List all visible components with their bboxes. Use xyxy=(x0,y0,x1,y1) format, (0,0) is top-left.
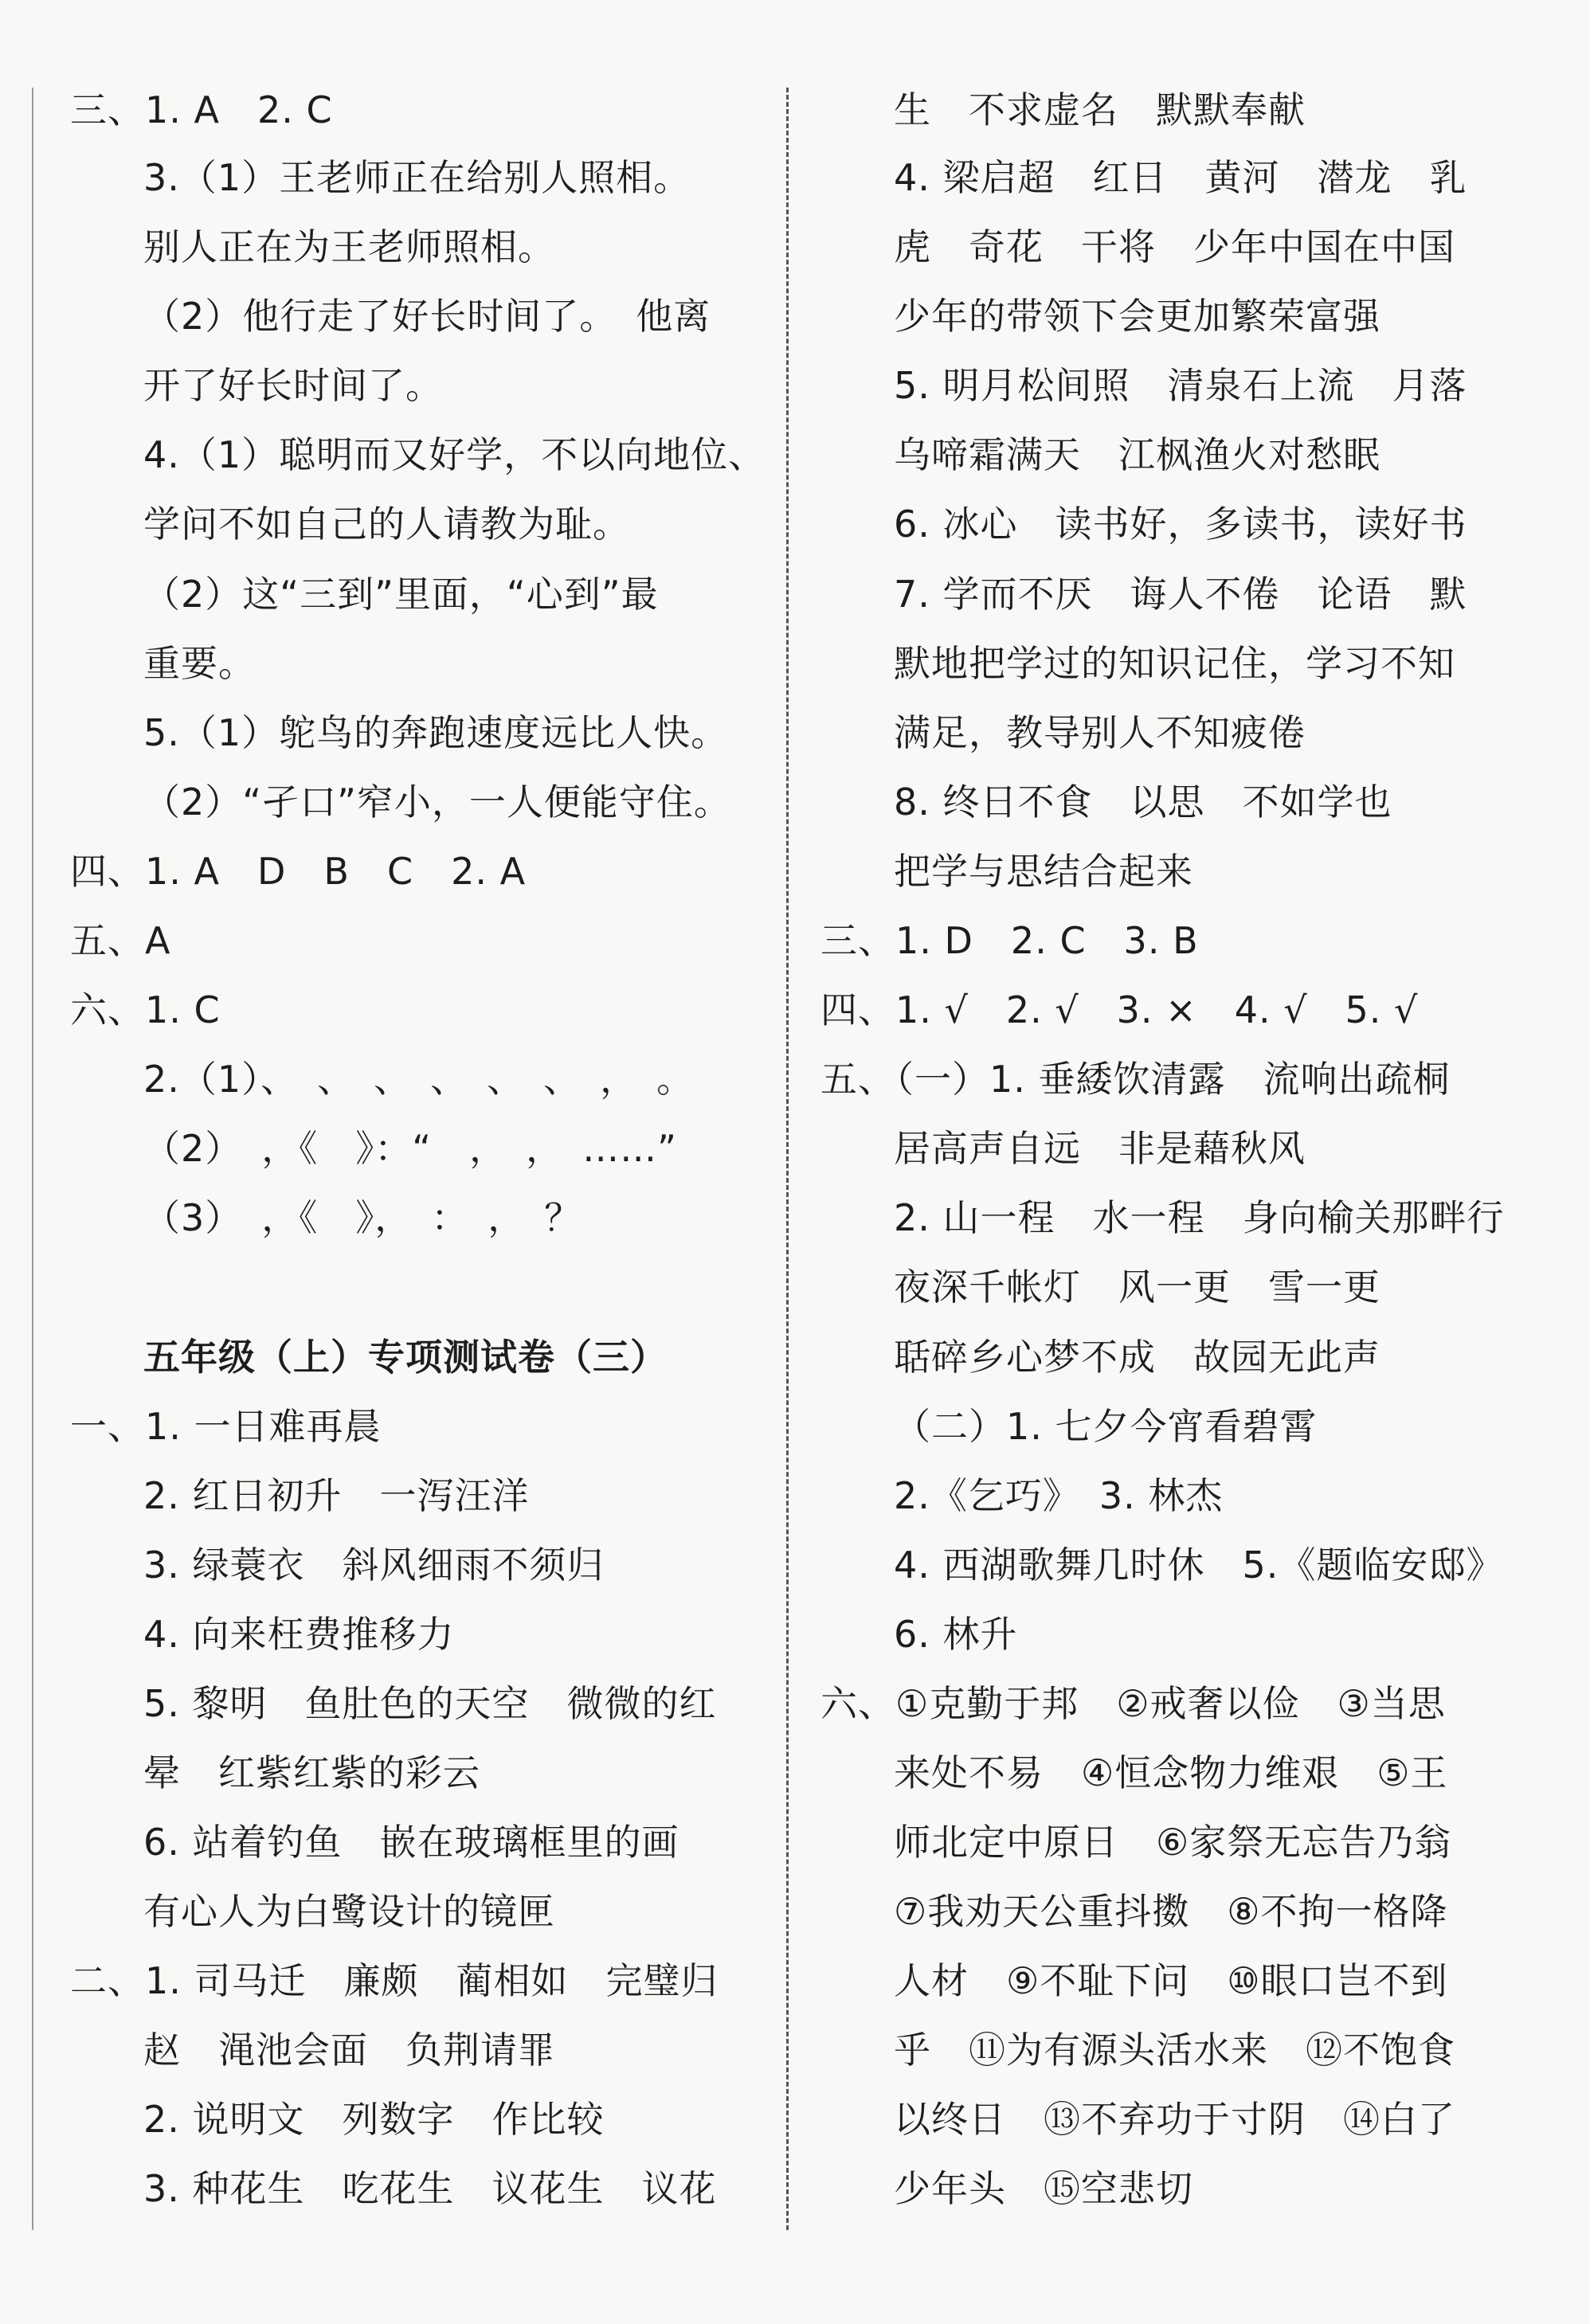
answer-line: 五、（一）1. 垂緌饮清露 流响出疏桐 xyxy=(820,1058,1451,1101)
answer-line: 四、1. √ 2. √ 3. × 4. √ 5. √ xyxy=(820,988,1419,1031)
answer-line: 6. 林升 xyxy=(894,1613,1018,1656)
answer-line: 把学与思结合起来 xyxy=(894,850,1193,893)
answer-line: 四、1. A D B C 2. A xyxy=(70,850,527,893)
answer-line: 生 不求虚名 默默奉献 xyxy=(894,88,1306,131)
answer-line: 4. 向来枉费推移力 xyxy=(143,1613,455,1656)
answer-line: 5. 明月松间照 清泉石上流 月落 xyxy=(894,364,1467,407)
answer-line: 默地把学过的知识记住，学习不知 xyxy=(894,642,1455,685)
answer-line: 夜深千帐灯 风一更 雪一更 xyxy=(894,1266,1380,1309)
answer-line: 2. 红日初升 一泻汪洋 xyxy=(143,1474,530,1517)
answer-line: 学问不如自己的人请教为耻。 xyxy=(143,503,630,546)
answer-line: 六、1. C xyxy=(70,988,221,1031)
answer-line: 3.（1）王老师正在给别人照相。 xyxy=(143,156,691,199)
answer-line: 以终日 ⑬不弃功于寸阴 ⑭白了 xyxy=(894,2098,1455,2141)
answer-line: 4. 西湖歌舞几时休 5.《题临安邸》 xyxy=(894,1543,1504,1587)
answer-line: 二、1. 司马迁 廉颇 蔺相如 完璧归 xyxy=(70,1959,719,2002)
answer-line: 少年的带领下会更加繁荣富强 xyxy=(894,295,1380,338)
answer-line: 2. 说明文 列数字 作比较 xyxy=(143,2098,605,2141)
margin-rule xyxy=(32,88,33,2230)
answer-line: 6. 站着钓鱼 嵌在玻璃框里的画 xyxy=(143,1821,679,1864)
answer-line: 居高声自远 非是藉秋风 xyxy=(894,1127,1306,1170)
answer-line: （2）他行走了好长时间了。 他离 xyxy=(143,295,711,338)
answer-line: ⑦我劝天公重抖擞 ⑧不拘一格降 xyxy=(894,1890,1448,1933)
answer-line: 重要。 xyxy=(143,642,256,685)
answer-line: 2.（1）、 、 、 、 、 、 ， 。 xyxy=(143,1058,695,1101)
column-divider xyxy=(786,88,789,2230)
answer-line: （2）“孑口”窄小，一人便能守住。 xyxy=(143,781,731,824)
answer-line: 7. 学而不厌 诲人不倦 论语 默 xyxy=(894,573,1467,616)
answer-line: 有心人为白鹭设计的镜匣 xyxy=(143,1890,555,1933)
answer-line: 4.（1）聪明而又好学，不以向地位、 xyxy=(143,433,766,476)
answer-line: 虎 奇花 干将 少年中国在中国 xyxy=(894,225,1455,268)
answer-line: 少年头 ⑮空悲切 xyxy=(894,2167,1193,2210)
answer-line: 3. 种花生 吃花生 议花生 议花 xyxy=(143,2167,717,2210)
answer-line: 2. 山一程 水一程 身向榆关那畔行 xyxy=(894,1196,1505,1239)
answer-line: 一、1. 一日难再晨 xyxy=(70,1405,382,1448)
answer-line: 聒碎乡心梦不成 故园无此声 xyxy=(894,1336,1380,1379)
answer-line: （2） ，《 》：“ ， ， ……” xyxy=(143,1127,677,1170)
answer-line: 3. 绿蓑衣 斜风细雨不须归 xyxy=(143,1543,605,1587)
answer-line: 8. 终日不食 以思 不如学也 xyxy=(894,781,1392,824)
answer-line: （二）1. 七夕今宵看碧霄 xyxy=(894,1405,1318,1448)
answer-line: 乎 ⑪为有源头活水来 ⑫不饱食 xyxy=(894,2029,1455,2072)
answer-line: 师北定中原日 ⑥家祭无忘告乃翁 xyxy=(894,1821,1452,1864)
answer-line: 晕 红紫红紫的彩云 xyxy=(143,1751,480,1794)
answer-line: 六、①克勤于邦 ②戒奢以俭 ③当思 xyxy=(820,1682,1446,1725)
section-title: 五年级（上）专项测试卷（三） xyxy=(143,1336,668,1379)
answer-line: 5. 黎明 鱼肚色的天空 微微的红 xyxy=(143,1682,717,1725)
answer-line: 开了好长时间了。 xyxy=(143,364,443,407)
answer-line: 6. 冰心 读书好，多读书，读好书 xyxy=(894,503,1467,546)
answer-line: 五、A xyxy=(70,919,171,962)
answer-line: 来处不易 ④恒念物力维艰 ⑤王 xyxy=(894,1751,1448,1794)
answer-line: 4. 梁启超 红日 黄河 潜龙 乳 xyxy=(894,156,1467,199)
answer-line: 满足，教导别人不知疲倦 xyxy=(894,711,1306,754)
answer-line: 三、1. A 2. C xyxy=(70,88,333,131)
answer-line: 赵 渑池会面 负荆请罪 xyxy=(143,2029,555,2072)
answer-line: 2.《乞巧》 3. 林杰 xyxy=(894,1474,1224,1517)
answer-line: 乌啼霜满天 江枫渔火对愁眠 xyxy=(894,433,1380,476)
answer-line: （2）这“三到”里面，“心到”最 xyxy=(143,573,659,616)
answer-line: 别人正在为王老师照相。 xyxy=(143,225,555,268)
answer-line: （3） ，《 》， ： ， ？ xyxy=(143,1196,582,1239)
answer-line: 人材 ⑨不耻下问 ⑩眼口岂不到 xyxy=(894,1959,1448,2002)
answer-line: 5.（1）鸵鸟的奔跑速度远比人快。 xyxy=(143,711,729,754)
answer-line: 三、1. D 2. C 3. B xyxy=(820,919,1199,962)
